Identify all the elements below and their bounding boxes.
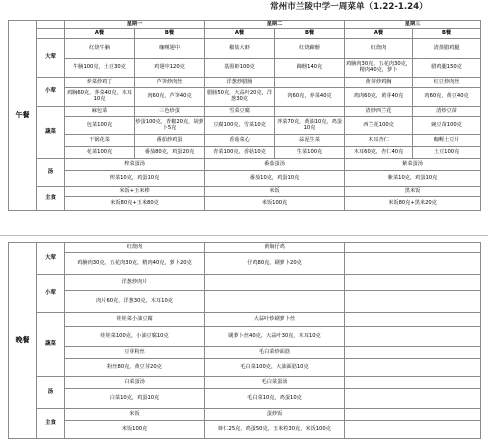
empty-cell bbox=[345, 327, 481, 347]
dish-ingredients: 荠菜70克，黄油10克，鸡蛋10克 bbox=[275, 117, 345, 135]
dish-name: 豆芽粉丝 bbox=[65, 347, 205, 359]
dish-ingredients: 肉片60克，洋葱30克，木耳10克 bbox=[65, 291, 205, 313]
dish-ingredients: 米饭80克+黑米20克 bbox=[345, 197, 481, 211]
dish-name: 红烧牛腩 bbox=[65, 39, 135, 59]
dish-name: 清炒豆苗 bbox=[413, 107, 481, 117]
empty-cell bbox=[345, 275, 481, 291]
dish-ingredients: 基围虾100克 bbox=[205, 59, 275, 78]
dish-ingredients: 鸡胸60克，荠菜40克，木耳10克 bbox=[65, 88, 135, 107]
dish-name: 椒盐大虾 bbox=[205, 39, 275, 59]
section-label: 大荤 bbox=[37, 243, 65, 275]
dish-ingredients: 鸡腩肉30克，五花肉30克，精肉40克，萝卜20克 bbox=[65, 253, 205, 275]
dish-ingredients: 番茄10克，鸡蛋10克 bbox=[205, 171, 345, 187]
page-title: 常州市兰陵中学一周菜单（1.22-1.24） bbox=[270, 2, 428, 12]
section-label: 大荤 bbox=[37, 39, 65, 78]
dish-name: 养菜炒鸡丁 bbox=[65, 78, 135, 88]
dish-name: 干锅花菜 bbox=[65, 135, 135, 147]
dish-ingredients: 榨菜10克，鸡蛋10克 bbox=[65, 171, 205, 187]
table-separator bbox=[0, 232, 488, 240]
dish-ingredients: 米饭80克+玉米80克 bbox=[65, 197, 205, 211]
lunch-label: 午餐 bbox=[9, 21, 37, 211]
day-header: 星期二 bbox=[205, 21, 345, 29]
empty-cell bbox=[345, 243, 481, 253]
dish-name: 木耳杏仁 bbox=[345, 135, 413, 147]
empty-cell bbox=[345, 377, 481, 389]
dish-ingredients: 豌豆苗100克 bbox=[413, 117, 481, 135]
empty-cell bbox=[345, 421, 481, 439]
empty-cell bbox=[345, 409, 481, 421]
dish-ingredients bbox=[205, 291, 345, 313]
dish-ingredients: 紫菜10克，鸡蛋10克 bbox=[345, 171, 481, 187]
dish-ingredients: 花菜100克 bbox=[65, 147, 135, 159]
set-header: A餐 bbox=[345, 29, 413, 39]
dish-name: 米饭 bbox=[205, 187, 345, 197]
dish-name: 芦笋炒肉丝 bbox=[135, 78, 205, 88]
dish-ingredients: 蹄髈140克 bbox=[275, 59, 345, 78]
lunch-table bbox=[8, 20, 481, 211]
dish-ingredients: 豆腐100克，雪菜10克 bbox=[205, 117, 275, 135]
dish-name bbox=[275, 107, 345, 117]
dish-name: 清炒西兰花 bbox=[345, 107, 413, 117]
dish-ingredients: 毛白菜10克，鸡蛋10克 bbox=[205, 389, 345, 409]
dish-name: 大蒜叶炒刷萝卜丝 bbox=[205, 313, 345, 327]
dish-name: 三色炒蛋 bbox=[135, 107, 205, 117]
dish-ingredients: 生菜100克 bbox=[275, 147, 345, 159]
dish-ingredients: 白菜10克，鸡蛋10克 bbox=[65, 389, 205, 409]
dish-ingredients: 鸡肉60克，黄芽40克 bbox=[345, 88, 413, 107]
dish-name: 红烧肉 bbox=[65, 243, 205, 253]
dish-ingredients: 鸡腩肉30克，五花肉30克，精肉40克，萝卜 bbox=[345, 59, 413, 78]
dish-name: 麻包菜 bbox=[65, 107, 135, 117]
set-header: A餐 bbox=[65, 29, 135, 39]
dish-ingredients: 青菜100克，香菇10克 bbox=[205, 147, 275, 159]
dish-ingredients: 肉60克，芦笋40克 bbox=[135, 88, 205, 107]
dish-name: 紫菜蛋汤 bbox=[345, 159, 481, 171]
dish-name: 红豆炒肉丝 bbox=[413, 78, 481, 88]
dish-ingredients: 腊肠50克，大蒜叶20克，洋葱30克 bbox=[205, 88, 275, 107]
dish-ingredients: 粉丝80克，黄豆芽20克 bbox=[65, 359, 205, 377]
empty-cell bbox=[345, 253, 481, 275]
empty-cell bbox=[345, 359, 481, 377]
section-label: 蔬菜 bbox=[37, 313, 65, 377]
dish-name: 番茄蛋汤 bbox=[205, 159, 345, 171]
empty-cell bbox=[345, 313, 481, 327]
section-label: 主食 bbox=[37, 187, 65, 211]
dish-name: 洋葱炒腊肠 bbox=[205, 78, 275, 88]
section-label: 小荤 bbox=[37, 275, 65, 313]
dish-ingredients: 西兰花100克 bbox=[345, 117, 413, 135]
dish-ingredients: 肉60克，黄豆40克 bbox=[413, 88, 481, 107]
dish-name: 红烧蹄髈 bbox=[275, 39, 345, 59]
dish-ingredients: 包菜100克 bbox=[65, 117, 135, 135]
dish-name: 毛白菜蛋汤 bbox=[205, 377, 345, 389]
dish-name bbox=[275, 78, 345, 88]
dish-name: 娃娃菜小油豆腐 bbox=[65, 313, 205, 327]
section-label: 小荤 bbox=[37, 78, 65, 107]
dish-ingredients: 米饭100克 bbox=[65, 421, 205, 439]
dinner-table bbox=[8, 242, 481, 439]
dish-ingredients: 牛腩100克，土豆30克 bbox=[65, 59, 135, 78]
dish-ingredients: 刷萝卜丝40克，大蒜叶30克，木耳10克 bbox=[205, 327, 345, 347]
dish-ingredients: 腊鸡腿150克 bbox=[413, 59, 481, 78]
dish-ingredients: 毛白菜100克，大油面筋10克 bbox=[205, 359, 345, 377]
dish-name: 米饭 bbox=[65, 409, 205, 421]
set-header: B餐 bbox=[135, 29, 205, 39]
dish-name: 黑米饭 bbox=[345, 187, 481, 197]
corner-cell bbox=[37, 29, 65, 39]
dish-ingredients: 鸡翅中120克 bbox=[135, 59, 205, 78]
day-header: 星期一 bbox=[65, 21, 205, 29]
section-label: 汤 bbox=[37, 159, 65, 187]
dish-name: 咖喱翅中 bbox=[135, 39, 205, 59]
dish-name: 白菜蛋汤 bbox=[65, 377, 205, 389]
dish-name: 蒜泥生菜 bbox=[275, 135, 345, 147]
section-label: 蔬菜 bbox=[37, 107, 65, 159]
dish-ingredients: 土豆100克 bbox=[413, 147, 481, 159]
dish-name: 雪菜豆腐 bbox=[205, 107, 275, 117]
dish-name: 黄芽炒鸡胸 bbox=[345, 78, 413, 88]
dish-ingredients: 肉60克，养菜40克 bbox=[275, 88, 345, 107]
dish-name: 香菇菜心 bbox=[205, 135, 275, 147]
dish-name: 米饭+玉米棒 bbox=[65, 187, 205, 197]
set-header: B餐 bbox=[413, 29, 481, 39]
dish-name bbox=[205, 275, 345, 291]
dish-ingredients: 米饭100克 bbox=[205, 197, 345, 211]
dish-ingredients: 番茄80克，鸡蛋20克 bbox=[135, 147, 205, 159]
dish-ingredients: 虾仁25克，鸡蛋50克，玉米粒30克，米饭100克 bbox=[205, 421, 345, 439]
section-label: 汤 bbox=[37, 377, 65, 409]
dish-name: 番茄炒鸡蛋 bbox=[135, 135, 205, 147]
dish-ingredients: 木耳60克，杏仁40克 bbox=[345, 147, 413, 159]
dish-ingredients: 炒蛋100克，青椒20克，胡萝卜5克 bbox=[135, 117, 205, 135]
dish-name: 清蒸腊鸡腿 bbox=[413, 39, 481, 59]
empty-cell bbox=[345, 347, 481, 359]
dish-name: 咖喱土豆片 bbox=[413, 135, 481, 147]
dinner-label: 晚餐 bbox=[9, 243, 37, 439]
section-label: 主食 bbox=[37, 409, 65, 439]
set-header: A餐 bbox=[205, 29, 275, 39]
dish-name: 蛋炒饭 bbox=[205, 409, 345, 421]
empty-cell bbox=[345, 291, 481, 313]
dish-name: 红烧肉 bbox=[345, 39, 413, 59]
dish-name: 洋葱炒肉片 bbox=[65, 275, 205, 291]
dish-name: 黄焖仔鸡 bbox=[205, 243, 345, 253]
corner-cell bbox=[37, 21, 65, 29]
day-header: 星期三 bbox=[345, 21, 481, 29]
dish-name: 榨菜蛋汤 bbox=[65, 159, 205, 171]
set-header: B餐 bbox=[275, 29, 345, 39]
dish-name: 毛白菜炒面筋 bbox=[205, 347, 345, 359]
dish-ingredients: 娃娃菜100克，小油豆腐10克 bbox=[65, 327, 205, 347]
empty-cell bbox=[345, 389, 481, 409]
dish-ingredients: 仔鸡80克，刷萝卜20克 bbox=[205, 253, 345, 275]
